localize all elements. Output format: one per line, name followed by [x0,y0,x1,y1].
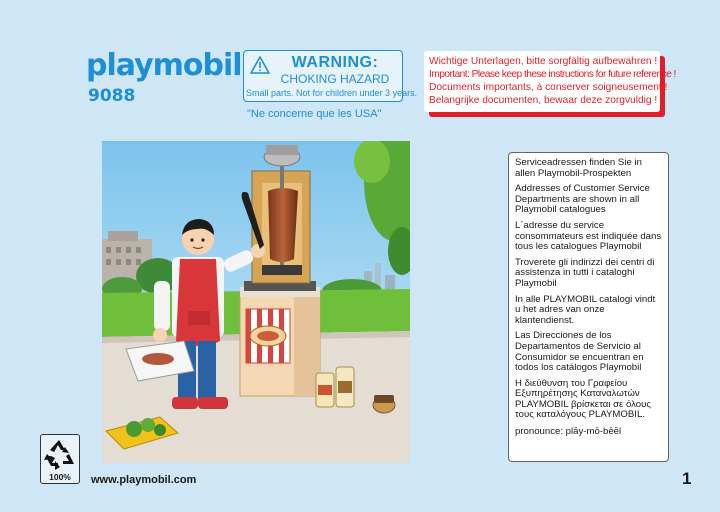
service-line-en: Addresses of Customer Service Departments are shown in all Playmobil catalogues [515,183,650,216]
service-line-es: Las Direcciones de los Departamentos de Servicio al Consumidor se encuentran en todos los catálogos Playmobil [515,330,644,374]
recycle-badge [40,434,80,484]
service-line-de: Serviceadressen finden Sie in allen Playmobil-Prospekten [515,157,642,179]
usa-note: "Ne concerne que les USA" [247,108,382,120]
website-url: www.playmobil.com [91,474,197,486]
service-line-it: Troverete gli indirizzi dei centri di assistenza in tutti i cataloghi Playmobil [515,256,655,289]
page-number: 1 [682,469,692,488]
notice-line-fr: Documents importants, à conserver soigneusement ! [429,82,668,93]
recycle-percent: 100% [49,472,71,482]
playmobil-logo: playmobil [86,48,242,83]
important-notice [424,51,676,112]
service-line-nl: In alle PLAYMOBIL catalogi vindt u het adres van onze klantendienst. [515,293,656,326]
article-number: 9088 [88,86,136,106]
pronounce-note: pronounce: plāy-mō-bēēl [515,426,622,438]
warning-triangle-icon [250,55,270,75]
service-line-el: Η διεύθυνση του Γραφείου Εξυπηρέτησης Καταναλωτών PLAYMOBIL βρίσκεται σε όλους τους καταλόγους PLAYMOBIL. [515,377,651,421]
recycle-icon [41,437,78,471]
choking-hazard-warning [243,50,418,102]
product-photo [102,141,410,463]
notice-line-en: Important: Please keep these instructions for future reference ! [429,69,676,80]
notice-line-nl: Belangrijke documenten, bewaar deze zorgvuldig ! [429,95,658,106]
service-line-fr: L´adresse du service consommateurs est indiquée dans tous les catalogues Playmobil [515,219,662,253]
service-addresses-box [508,152,669,462]
warning-detail: Small parts. Not for children under 3 years. [246,88,418,98]
warning-title: WARNING: [291,54,379,71]
warning-subtitle: CHOKING HAZARD [280,72,390,86]
notice-line-de: Wichtige Unterlagen, bitte sorgfältig aufbewahren ! [429,56,658,67]
